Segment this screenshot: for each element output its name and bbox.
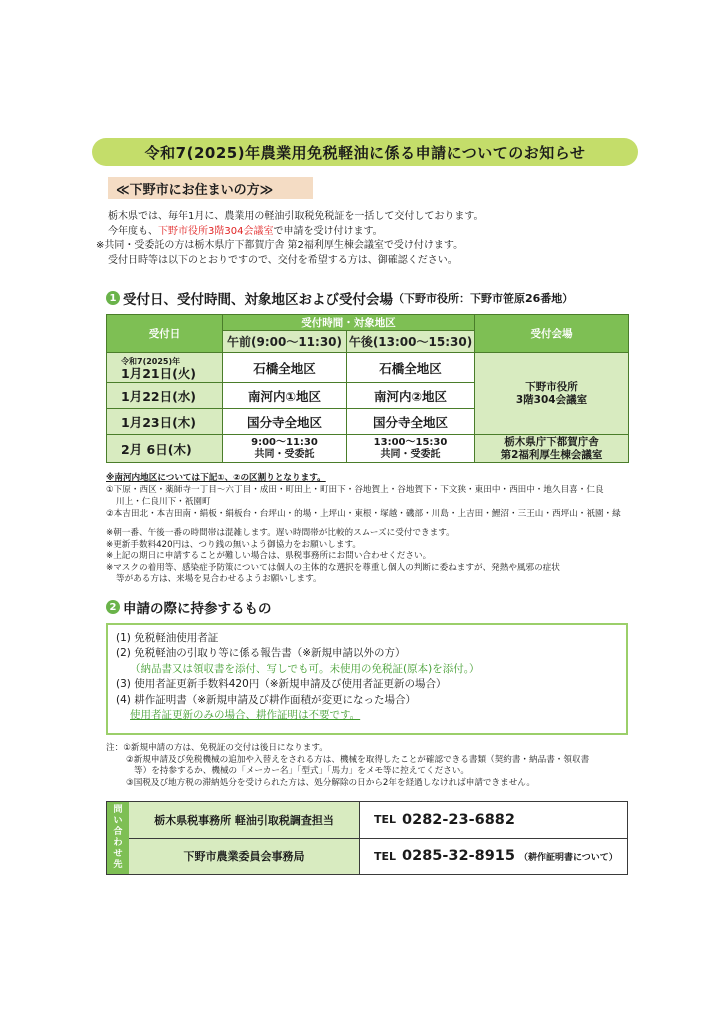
area-cell: 国分寺全地区 [347,409,475,435]
district-note: 川上・仁良川下・祇園町 [116,497,211,507]
page-title: 令和7(2025)年農業用免税軽油に係る申請についてのお知らせ [92,138,638,166]
section-number-icon: 2 [106,600,120,614]
list-item: (2) 免税軽油の引取り等に係る報告書（※新規申請以外の方） [116,647,406,660]
date-cell: 1月23日(木) [107,409,223,435]
area-cell: 南河内②地区 [347,383,475,409]
date-cell: 1月22日(水) [107,383,223,409]
section-number-icon: 1 [106,291,120,305]
district-note: ①下原・西区・薬師寺一丁目～六丁目・成田・町田上・町田下・谷地賀上・谷地賀下・下文狭・東田中・西田中・地久目喜・仁良 [106,485,604,495]
contact-box [106,801,628,875]
contact-phone: TEL 0285-32-8915 （耕作証明書について） [374,848,618,865]
list-item: (1) 免税軽油使用者証 [116,632,219,644]
list-item-note: （納品書又は領収書を添付、写しでも可。未使用の免税証(原本)を添付。） [130,662,480,675]
intro-line: 栃木県では、毎年1月に、農業用の軽油引取税免税証を一括して交付しております。 [108,211,484,222]
header-date: 受付日 [107,315,223,353]
header-am: 午前(9:00～11:30) [223,331,347,353]
area-cell: 石橋全地区 [223,353,347,383]
intro-line: ※共同・受委託の方は栃木県庁下都賀庁舎 第2福利厚生棟会議室で受け付けます。 [96,240,464,251]
list-item: (3) 使用者証更新手数料420円（※新規申請及び使用者証更新の場合） [116,678,447,691]
contact-tag: 問 い 合 わ せ 先 [107,802,129,874]
section2-heading: 2 申請の際に持参するもの [106,597,272,617]
date-cell: 2月 6日(木) [107,435,223,463]
audience-banner: ≪下野市にお住まいの方≫ [108,177,313,199]
contact-phone: TEL 0282-23-6882 [374,811,515,828]
list-item-note: 使用者証更新のみの場合、耕作証明は不要です。 [130,709,361,722]
intro-text [96,210,668,268]
era-label: 令和7(2025)年 [121,356,181,366]
general-notes: ※朝一番、午後一番の時間帯は混雑します。遅い時間帯が比較的スムーズに受付できます。 ※更新手数料420円は、つり銭の無いよう御協力をお願いします。 ※上記の期日に申請することが難しい場合は、県税事務所にお問い合わせください。 ※マスクの着用等、感染症予防策については個人の主体的な選択を尊重し個人の判断に委ねますが、発熱や風邪の症状 等がある方は、来場を見合わせるようお願いします。 [106,528,560,584]
header-pm: 午後(13:00～15:30) [347,331,475,353]
venue-cell: 下野市役所 3階304会議室 [475,353,629,435]
area-cell: 13:00～15:30 共同・受委託 [347,435,475,463]
date-cell: 1月21日(火) [121,365,197,381]
contact-row [129,802,627,838]
table-row [107,435,629,463]
venue-cell: 栃木県庁下都賀庁舎 第2福利厚生棟会議室 [475,435,629,463]
required-items-box [106,623,628,735]
header-venue: 受付会場 [475,315,629,353]
contact-org: 栃木県税事務所 軽油引取税調査担当 [129,802,360,838]
district-notes [106,472,666,520]
venue-highlight: 下野市役所3階304会議室 [158,225,274,237]
district-note: ②本吉田北・本吉田南・絹板・絹板台・台坪山・的場・上坪山・東根・塚越・磯部・川島・上吉田・鯉沼・三王山・西坪山・祇園・緑 [106,509,621,519]
area-cell: 国分寺全地区 [223,409,347,435]
intro-line: 受付日時等は以下のとおりですので、交付を希望する方は、御確認ください。 [108,254,458,266]
contact-row [129,838,627,875]
schedule-table [106,314,629,463]
table-row [107,353,629,383]
section1-heading: 1 受付日、受付時間、対象地区および受付会場 （下野市役所：下野市笹原26番地） [106,288,573,308]
intro-line: 今年度も、下野市役所3階304会議室で申請を受け付けます。 [108,225,383,237]
area-cell: 南河内①地区 [223,383,347,409]
area-cell: 石橋全地区 [347,353,475,383]
area-cell: 9:00～11:30 共同・受委託 [223,435,347,463]
header-time: 受付時間・対象地区 [223,315,475,331]
district-note-head: ※南河内地区については下記①、②の区割りとなります。 [106,473,326,483]
contact-org: 下野市農業委員会事務局 [129,839,360,875]
footnotes: 注：①新規申請の方は、免税証の交付は後日になります。 ②新規申請及び免税機械の追加や入替えをされる方は、機械を取得したことが確認できる書類（契約書・納品書・領収書 等）を持参するか、機械の「メーカー名」「型式」「馬力」をメモ等に控えてください。 ③国税及び地方税の滞納処分を受けられた方は、処分解除の日から2年を経過しなければ申請できません。 [106,743,590,788]
list-item: (4) 耕作証明書（※新規申請及び耕作面積が変更になった場合） [116,693,417,706]
